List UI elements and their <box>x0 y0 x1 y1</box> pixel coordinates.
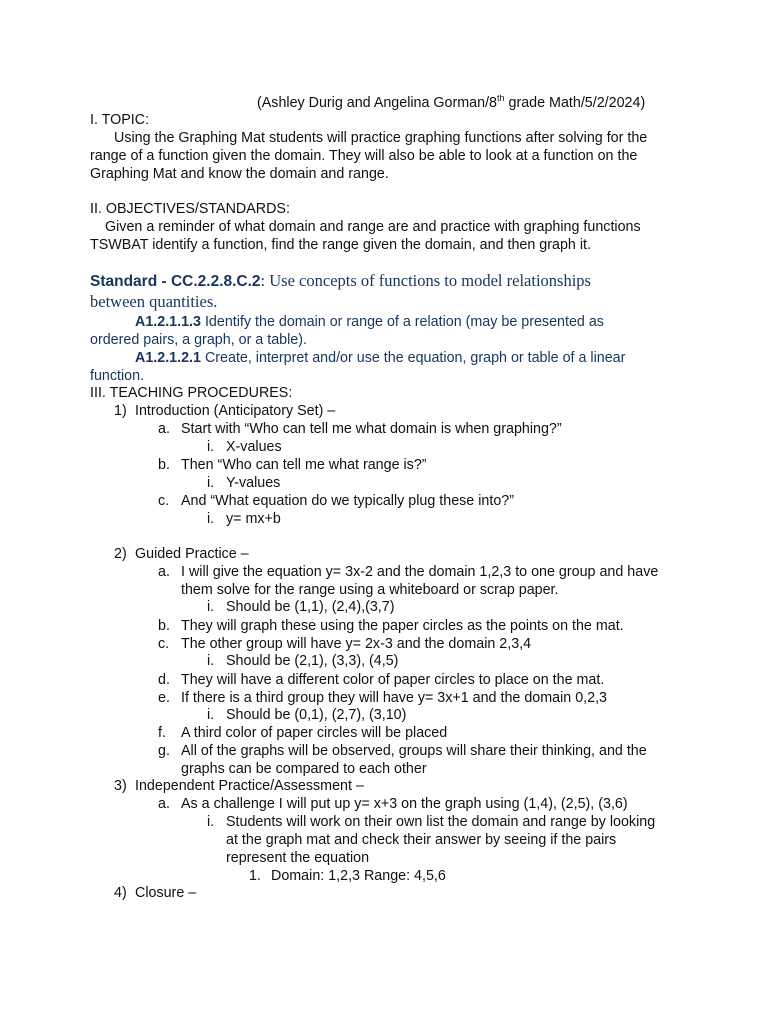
objectives-line-1: Given a reminder of what domain and range are and practice with graphing functions <box>105 219 641 235</box>
s2-e-marker: e. <box>158 690 170 706</box>
s2-title: Guided Practice – <box>135 546 249 562</box>
s2-number: 2) <box>114 546 127 562</box>
s1-title: Introduction (Anticipatory Set) – <box>135 403 336 419</box>
s2-d-text: They will have a different color of paper circles to place on the mat. <box>181 672 605 688</box>
s2-a-marker: a. <box>158 564 170 580</box>
topic-line-2: range of a function given the domain. They will also be able to look at a function on the <box>90 148 638 164</box>
s1-b-marker: b. <box>158 457 170 473</box>
s2-ei-marker: i. <box>207 707 215 723</box>
standard-line-1: Standard - CC.2.2.8.C.2: Use concepts of functions to model relationships <box>90 271 591 290</box>
standard-item-2: A1.2.1.2.1 Create, interpret and/or use the equation, graph or table of a linear <box>135 350 626 366</box>
s2-g-text-1: All of the graphs will be observed, groups will share their thinking, and the <box>181 743 647 759</box>
s3-ai-text-3: represent the equation <box>226 850 370 866</box>
s2-d-marker: d. <box>158 672 170 688</box>
s2-g-marker: g. <box>158 743 170 759</box>
s3-ai-text-2: at the graph mat and check their answer by seeing if the pairs <box>226 832 617 848</box>
s3-title: Independent Practice/Assessment – <box>135 778 364 794</box>
s2-a-text-2: them solve for the range using a whiteboard or scrap paper. <box>181 582 559 598</box>
topic-heading: I. TOPIC: <box>90 112 150 128</box>
s2-ci-text: Should be (2,1), (3,3), (4,5) <box>226 653 399 669</box>
s1-ai-marker: i. <box>207 439 215 455</box>
s4-number: 4) <box>114 885 127 901</box>
standard-item-1-cont: ordered pairs, a graph, or a table). <box>90 332 307 348</box>
s2-c-marker: c. <box>158 636 170 652</box>
s1-bi-text: Y-values <box>226 475 281 491</box>
s1-a-text: Start with “Who can tell me what domain is when graphing?” <box>181 421 562 437</box>
s1-number: 1) <box>114 403 127 419</box>
s3-ai-marker: i. <box>207 814 215 830</box>
topic-line-3: Graphing Mat and know the domain and range. <box>90 166 389 182</box>
s2-f-text: A third color of paper circles will be placed <box>181 725 448 741</box>
topic-line-1: Using the Graphing Mat students will practice graphing functions after solving for the <box>114 130 648 146</box>
objectives-heading: II. OBJECTIVES/STANDARDS: <box>90 201 290 217</box>
s2-g-text-2: graphs can be compared to each other <box>181 761 427 777</box>
s1-ci-text: y= mx+b <box>226 511 281 527</box>
s2-ci-marker: i. <box>207 653 215 669</box>
s3-ai1-marker: 1. <box>249 868 261 884</box>
authors-line: (Ashley Durig and Angelina Gorman/8th grade Math/5/2/2024) <box>257 93 646 111</box>
objectives-line-2: TSWBAT identify a function, find the range given the domain, and then graph it. <box>90 237 591 253</box>
s1-ai-text: X-values <box>226 439 282 455</box>
s2-c-text: The other group will have y= 2x-3 and the domain 2,3,4 <box>181 636 532 652</box>
s1-bi-marker: i. <box>207 475 215 491</box>
s2-ei-text: Should be (0,1), (2,7), (3,10) <box>226 707 407 723</box>
s1-c-marker: c. <box>158 493 170 509</box>
s2-b-marker: b. <box>158 618 170 634</box>
s2-e-text: If there is a third group they will have y= 3x+1 and the domain 0,2,3 <box>181 690 607 706</box>
s1-b-text: Then “Who can tell me what range is?” <box>181 457 427 473</box>
standard-item-1: A1.2.1.1.3 Identify the domain or range of a relation (may be presented as <box>135 314 604 330</box>
s2-a-text-1: I will give the equation y= 3x-2 and the domain 1,2,3 to one group and have <box>181 564 659 580</box>
procedures-heading: III. TEACHING PROCEDURES: <box>90 385 293 401</box>
s2-f-marker: f. <box>158 725 166 741</box>
s2-b-text: They will graph these using the paper circles as the points on the mat. <box>181 618 624 634</box>
standard-line-2: between quantities. <box>90 292 218 311</box>
s2-ai-marker: i. <box>207 599 215 615</box>
s3-a-text: As a challenge I will put up y= x+3 on the graph using (1,4), (2,5), (3,6) <box>181 796 628 812</box>
s1-c-text: And “What equation do we typically plug these into?” <box>181 493 514 509</box>
s4-title: Closure – <box>135 885 197 901</box>
s3-number: 3) <box>114 778 127 794</box>
s3-ai1-text: Domain: 1,2,3 Range: 4,5,6 <box>271 868 446 884</box>
s1-a-marker: a. <box>158 421 170 437</box>
s1-ci-marker: i. <box>207 511 215 527</box>
standard-label: Standard - CC.2.2.8.C.2 <box>90 273 261 290</box>
s3-ai-text-1: Students will work on their own list the domain and range by looking <box>226 814 656 830</box>
s3-a-marker: a. <box>158 796 170 812</box>
standard-item-2-cont: function. <box>90 368 145 384</box>
s2-ai-text: Should be (1,1), (2,4),(3,7) <box>226 599 395 615</box>
